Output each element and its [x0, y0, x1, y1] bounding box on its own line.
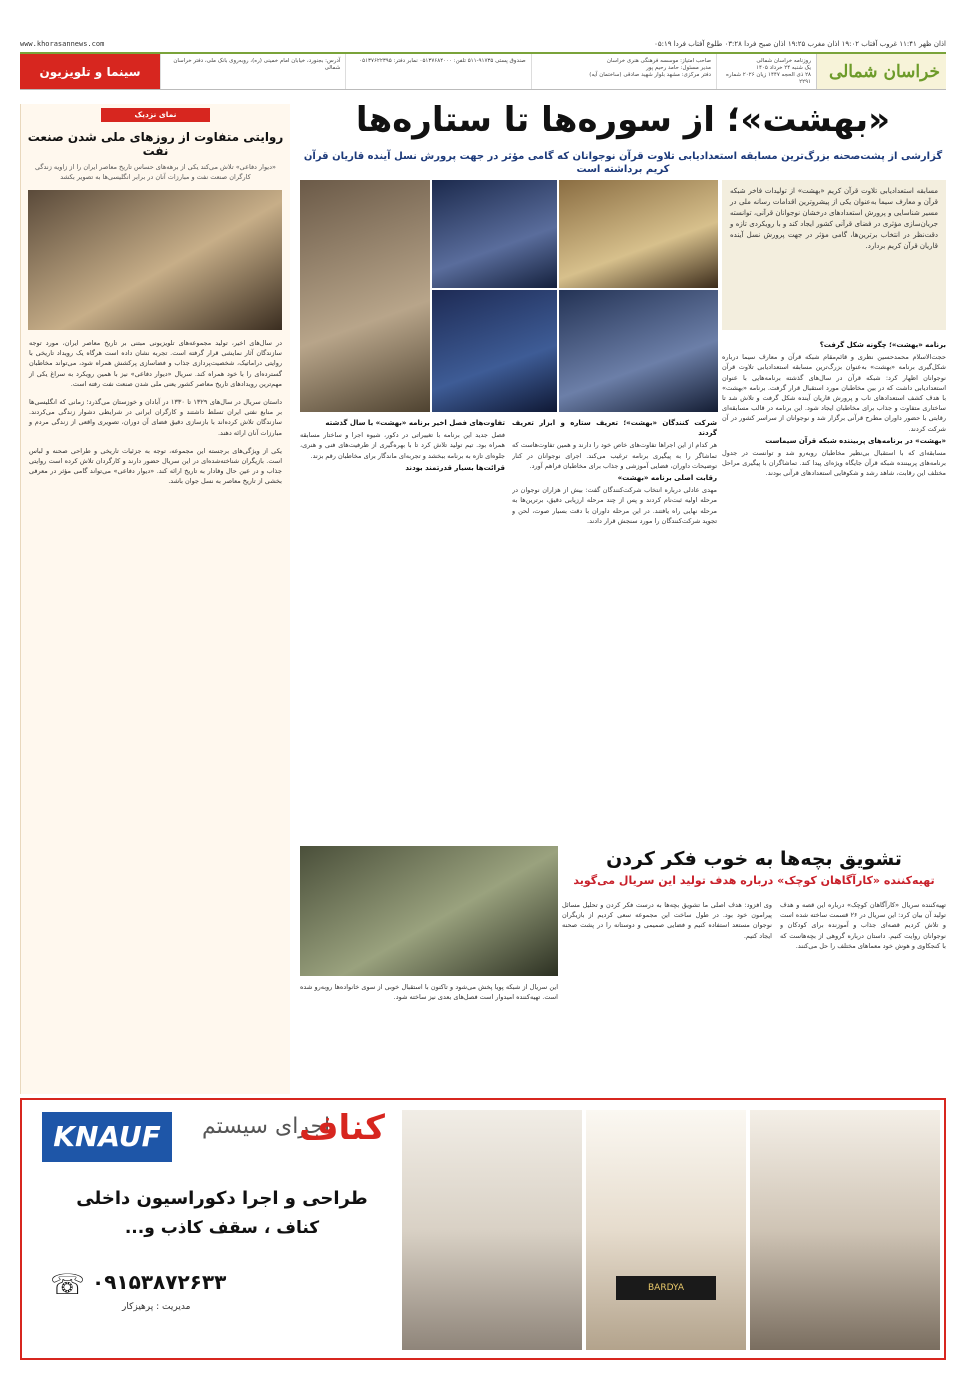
- issue-date: یک شنبه ۲۴ خرداد ۱۴۰۵: [756, 65, 811, 71]
- side-column: [20, 104, 290, 1094]
- col4-text: هر کدام از این اجراها تفاوت‌های خاص خود را دارند و همین تفاوت‌هاست که تماشاگر را به پیگیری برنامه ترغیب می‌کند. اجرای نوجوانان در کنار توضیحات داوران، فضایی آموزشی و جذاب برای مخاطبان فراهم آورد.: [512, 441, 717, 470]
- section-tag: سینما و تلویزیون: [20, 54, 160, 89]
- top-bar: [20, 38, 946, 50]
- photo-host-mic: [432, 290, 557, 412]
- ad-photo-ceiling: [402, 1110, 582, 1350]
- ad-phone[interactable]: ۰۹۱۵۳۸۷۲۶۳۳: [92, 1270, 227, 1294]
- knauf-logo: KNAUF: [42, 1112, 172, 1162]
- paper-name: روزنامه خراسان شمالی: [756, 58, 811, 64]
- advertisement[interactable]: [20, 1098, 946, 1360]
- story2-col-2: وی افزود: هدف اصلی ما تشویق بچه‌ها به درست فکر کردن و تحلیل مسائل پیرامون خود بود. در طول ساخت این مجموعه سعی کردیم از بازیگران نوجوان مستعد استفاده کنیم و فضایی صمیمی و دوستانه را در پشت صحنه ایجاد کنیم.: [562, 901, 772, 940]
- site-url[interactable]: www.khorasannews.com: [20, 40, 105, 48]
- editor-line: مدیر مسئول: حامد رحیم پور: [646, 65, 711, 71]
- main-headline: «بهشت»؛ از سوره‌ها تا ستاره‌ها: [355, 100, 891, 140]
- photo-series-scene: [300, 846, 558, 976]
- ad-brand-fa: کناف: [299, 1108, 385, 1148]
- contact-info: [345, 54, 530, 89]
- subhead-recitations: قرائت‌ها بسیار قدرتمند بودند: [405, 463, 505, 472]
- logo-box: [816, 54, 946, 89]
- office-line: دفتر مرکزی: مشهد بلوار شهید صادقی (ساختمان آیه): [589, 72, 711, 78]
- masthead: [20, 52, 946, 90]
- subhead-popular: «بهشت» در برنامه‌های پربیننده شبکه قرآن سیماست: [765, 436, 946, 445]
- issue-number: ۲۸ ذی الحجه ۱۴۴۷ زیان ۲۰۲۶ شماره ۲۲۹۱: [726, 72, 811, 85]
- story2-col-3: این سریال از شبکه پویا پخش می‌شود و تاکنون با استقبال خوبی از سوی خانواده‌ها روبه‌رو شده است. تهیه‌کننده امیدوار است فصل‌های بعدی نیز ساخته شود.: [300, 983, 558, 1002]
- newspaper-logo: خراسان شمالی: [828, 61, 940, 82]
- main-subheadline: گزارشی از پشت‌صحنه بزرگ‌ترین مسابقه استعدادیابی تلاوت قرآن نوجوانان که گامی مؤثر در جهت پرورش نسل آینده قاریان قرآن کریم برداشته است: [303, 151, 943, 175]
- address-info: [160, 54, 345, 89]
- issue-info: [716, 54, 816, 89]
- ad-line-1: طراحی و اجرا دکوراسیون داخلی: [76, 1188, 368, 1209]
- article-col-3: [300, 416, 505, 838]
- ad-line-2: کناف ، سقف کاذب و...: [124, 1218, 320, 1238]
- story2-col-1: تهیه‌کننده سریال «کارآگاهان کوچک» درباره این قصه و هدف تولید آن بیان کرد: این سریال در ۲۶ قسمت ساخته شده است و تلاش کردیم قصه‌ای جذاب و آموزنده برای کودکان و نوجوانان روایت کنیم. داستان درباره گروهی از بچه‌هاست که با کنجکاوی و هوش خود معماهای مختلف را حل می‌کنند.: [780, 901, 946, 950]
- ad-photo-interior: [750, 1110, 940, 1350]
- phones-line: صندوق پستی ۹۱۷۳۵-۵۱۱ تلفن: ۰۵۱۳۷۶۸۴۰۰۰ نمابر دفتر: ۰۵۱۳۷۶۲۲۳۹۵: [359, 58, 526, 64]
- article-col-1: [722, 338, 946, 838]
- col3-text: مهدی عادلی درباره انتخاب شرکت‌کنندگان گفت: بیش از هزاران نوجوان در مرحله اولیه ثبت‌نام کردند و پس از چند مرحله ارزیابی دقیق، برترین‌ها به مرحله نهایی راه یافتند. در این مرحله داوران با دقت بسیار صوت، لحن و تجوید شرکت‌کنندگان را مورد سنجش قرار دادند.: [512, 486, 717, 525]
- subhead-main-rivalry: رقابت اصلی برنامه «بهشت»: [617, 474, 717, 483]
- subhead-participants: شرکت کنندگان «بهشت»؛ تعریف ستاره و ابزار تعریف گردند: [512, 419, 717, 438]
- photo-group: [559, 290, 718, 412]
- col1-text: حجت‌الاسلام محمدحسین نظری و قائم‌مقام شبکه قرآن و معارف سیما درباره شکل‌گیری برنامه «بهشت» به‌عنوان بزرگ‌ترین مسابقه استعدادیابی تلاوت قرآن نوجوانان اظهار کرد: شبکه قرآن در سال‌های گذشته برنامه‌هایی با عنوان استعدادیابی داشت که در بین مخاطبان مورد استقبال قرار گرفت. برنامه «بهشت» با هدف کشف استعدادهای ناب و پرورش قاریان آینده شکل گرفت و تلاش شد تا ساختاری متفاوت و جذاب برای مخاطبان ایجاد شود. این برنامه در قالب مسابقه‌ای رقابتی با حضور داوران مطرح قرآنی برگزار شد و نوجوانان از سراسر کشور در آن شرکت کردند.: [722, 353, 946, 433]
- story2-subheadline: تهیه‌کننده «کارآگاهان کوچک» درباره هدف تولید این سریال می‌گوید: [573, 874, 935, 887]
- subhead-differences: تفاوت‌های فصل اخیر برنامه «بهشت» با سال گذشته: [325, 419, 505, 427]
- col5-text: فصل جدید این برنامه با تغییراتی در دکور، شیوه اجرا و ساختار مسابقه همراه بود. تیم تولید تلاش کرد تا با بهره‌گیری از ظرفیت‌های فنی و هنری، جلوه‌ای تازه به برنامه ببخشد و تجربه‌ای ماندگار برای مخاطبان رقم بزند.: [300, 431, 505, 460]
- side-text-2: داستان سریال در سال‌های ۱۳۲۹ تا ۱۳۳۰ در آبادان و خوزستان می‌گذرد؛ زمانی که انگلیسی‌ها بر منابع نفتی ایران تسلط داشتند و کارگران ایرانی در شرایطی دشوار زندگی می‌کردند. سازندگان تلاش کرده‌اند با بازسازی دقیق فضای آن دوران، تصویری واقعی از زندگی مردم و مبارزات آنان ارائه دهند.: [29, 398, 282, 437]
- photo-studio-set: [559, 180, 718, 288]
- ad-photo-shopfront: [586, 1110, 746, 1350]
- address-line: آدرس: بجنورد، خیابان امام خمینی (ره)، روبه‌روی بانک ملی، دفتر خراسان شمالی: [173, 58, 341, 71]
- publisher-info: [531, 54, 716, 89]
- side-text-3: یکی از ویژگی‌های برجسته این مجموعه، توجه به جزئیات تاریخی و طراحی صحنه و لباس است. بازیگران شناخته‌شده‌ای در این سریال حضور دارند و کارگردان تلاش کرده است روایتی جذاب و در عین حال وفادار به تاریخ ارائه کند. «دیوار دفاعی» می‌تواند گامی مؤثر در معرفی بخشی از تاریخ معاصر به نسل جوان باشد.: [29, 446, 282, 486]
- phone-icon: ☏: [50, 1268, 86, 1301]
- side-subheadline: «دیوار دفاعی» تلاش می‌کند یکی از برهه‌های حساس تاریخ معاصر ایران را از زاویه زندگی کارگران صنعت نفت و مبارزات آنان در برابر انگلیسی‌ها به تصویر بکشد: [34, 163, 276, 181]
- side-text-1: در سال‌های اخیر، تولید مجموعه‌های تلویزیونی مبتنی بر تاریخ معاصر ایران، مورد توجه سازندگان آثار نمایشی قرار گرفته است. تجربه نشان داده است هرگاه یک رویداد تاریخی با روایتی دراماتیک، شخصیت‌پردازی جذاب و فضاسازی پرکشش همراه شود، می‌تواند مخاطبان گسترده‌ای را با خود همراه کند. سریال «دیوار دفاعی» نیز با همین رویکرد به سراغ یکی از مهم‌ترین رویدادهای تاریخ معاصر کشور یعنی ملی شدن صنعت نفت رفته است.: [29, 339, 282, 388]
- photo-reciter-boy: [300, 180, 430, 412]
- ad-manager: مدیریت : پرهیزکار: [122, 1302, 191, 1312]
- intro-box: مسابقه استعدادیابی تلاوت قرآن کریم «بهشت» از تولیدات فاخر شبکه قرآن و معارف سیما به‌عنوان یکی از پیشروترین اقدامات رسانه ملی در مسیر شناسایی و پرورش استعدادهای درخشان نوجوانان قرآنی، توانسته جریان‌سازی مؤثری در فضای قرآنی کشور ایجاد کند و با رویکردی تازه و دقت‌نظر در انتخاب برترین‌ها، گامی مؤثر در جهت پرورش نسل آینده قاریان قرآن کریم بردارد.: [722, 180, 946, 330]
- side-headline: روایتی متفاوت از روزهای ملی شدن صنعت نفت: [27, 130, 284, 158]
- prayer-times: اذان ظهر ۱۱:۴۱ غروب آفتاب ۱۹:۰۲ اذان مغرب ۱۹:۲۵ اذان صبح فردا ۰۳:۲۸ طلوع آفتاب فردا ۰۵:۱۹: [654, 40, 946, 48]
- story2-headline: تشویق بچه‌ها به خوب فکر کردن: [606, 848, 902, 870]
- article-col-2: [512, 416, 717, 838]
- ad-brand-small: اجرای سیستم: [202, 1114, 331, 1139]
- owner-line: صاحب امتیاز: موسسه فرهنگی هنری خراسان: [606, 58, 711, 64]
- col2-text: مسابقه‌ای که با استقبال بی‌نظیر مخاطبان روبه‌رو شد و توانست در جدول برنامه‌های پربیننده شبکه قرآن جایگاه ویژه‌ای پیدا کند. تماشاگران با پیگیری مراحل مختلف این رقابت، شاهد رشد و شکوفایی استعدادهای قرآنی بودند.: [722, 449, 946, 478]
- shop-sign: BARDYA: [616, 1276, 716, 1300]
- side-tag: نمای نزدیک: [101, 108, 210, 122]
- photo-stage-host: [432, 180, 557, 288]
- subhead-how-formed: برنامه «بهشت»؛ چگونه شکل گرفت؟: [819, 341, 946, 349]
- photo-oil-workers: [28, 190, 282, 330]
